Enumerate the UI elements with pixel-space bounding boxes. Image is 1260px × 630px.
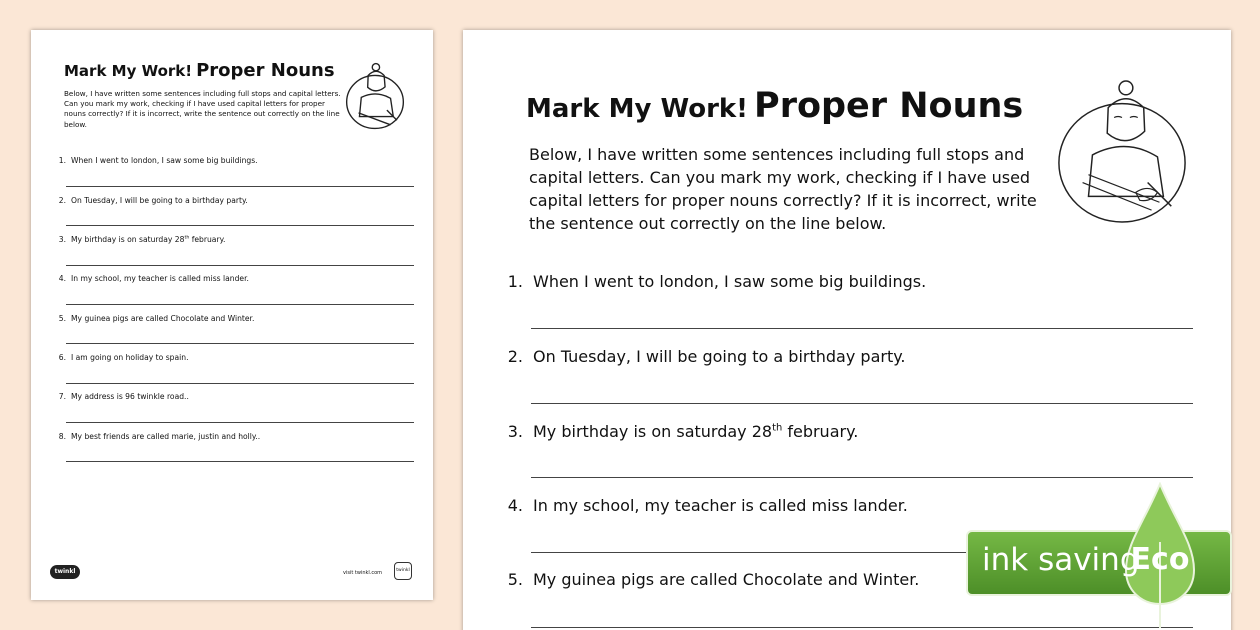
twinkl-logo: twinkl [50, 565, 80, 579]
question-3: 3. My birthday is on saturday 28th february. [58, 235, 226, 244]
question-4-large: 4. In my school, my teacher is called miss lander. [507, 496, 908, 515]
question-8: 8. My best friends are called marie, justin and holly.. [58, 432, 261, 441]
question-7: 7. My address is 96 twinkle road.. [58, 392, 189, 401]
answer-line-2-large[interactable] [531, 403, 1193, 404]
ink-saving-label: ink saving [982, 542, 1140, 578]
question-3-large: 3. My birthday is on saturday 28th february. [507, 422, 859, 441]
question-2-large: 2. On Tuesday, I will be going to a birthday party. [507, 347, 906, 366]
footer-url: visit twinkl.com [343, 570, 383, 576]
answer-line-8[interactable] [66, 461, 414, 462]
answer-line-3-large[interactable] [531, 477, 1193, 478]
answer-line-3[interactable] [66, 265, 414, 266]
eco-ink-saving-badge [966, 482, 1232, 630]
question-4: 4. In my school, my teacher is called miss lander. [58, 274, 249, 283]
instructions-large: Below, I have written some sentences including full stops and capital letters. Can you mark my work, checking if I have used capital letters for proper nouns correctly? If it is incorrect, write the sentence out correctly on the line below. [529, 145, 1037, 233]
question-1: 1. When I went to london, I saw some big buildings. [58, 156, 258, 165]
question-1-large: 1. When I went to london, I saw some big buildings. [507, 272, 927, 291]
question-5: 5. My guinea pigs are called Chocolate and Winter. [58, 314, 255, 323]
child-writing-icon [1053, 74, 1191, 226]
answer-line-4[interactable] [66, 304, 414, 305]
worksheet-preview-small [31, 30, 433, 600]
question-6: 6. I am going on holiday to spain. [58, 353, 189, 362]
footer-badge: twinkl [394, 562, 412, 580]
answer-line-7[interactable] [66, 422, 414, 423]
question-5-large: 5. My guinea pigs are called Chocolate and Winter. [507, 570, 920, 589]
answer-line-1-large[interactable] [531, 328, 1193, 329]
eco-label: Eco [1130, 542, 1190, 577]
answer-line-6[interactable] [66, 383, 414, 384]
instructions: Below, I have written some sentences including full stops and capital letters. Can you mark my work, checking if I have used capital letters for proper nouns correctly? If it is incorrect, write the sentence out correctly on the line below. [64, 89, 341, 129]
page-title: Mark My Work! Proper Nouns [64, 60, 335, 81]
child-writing-icon [343, 58, 407, 134]
answer-line-2[interactable] [66, 225, 414, 226]
answer-line-1[interactable] [66, 186, 414, 187]
answer-line-5[interactable] [66, 343, 414, 344]
question-2: 2. On Tuesday, I will be going to a birthday party. [58, 196, 248, 205]
page-title-large: Mark My Work! Proper Nouns [526, 86, 1024, 126]
